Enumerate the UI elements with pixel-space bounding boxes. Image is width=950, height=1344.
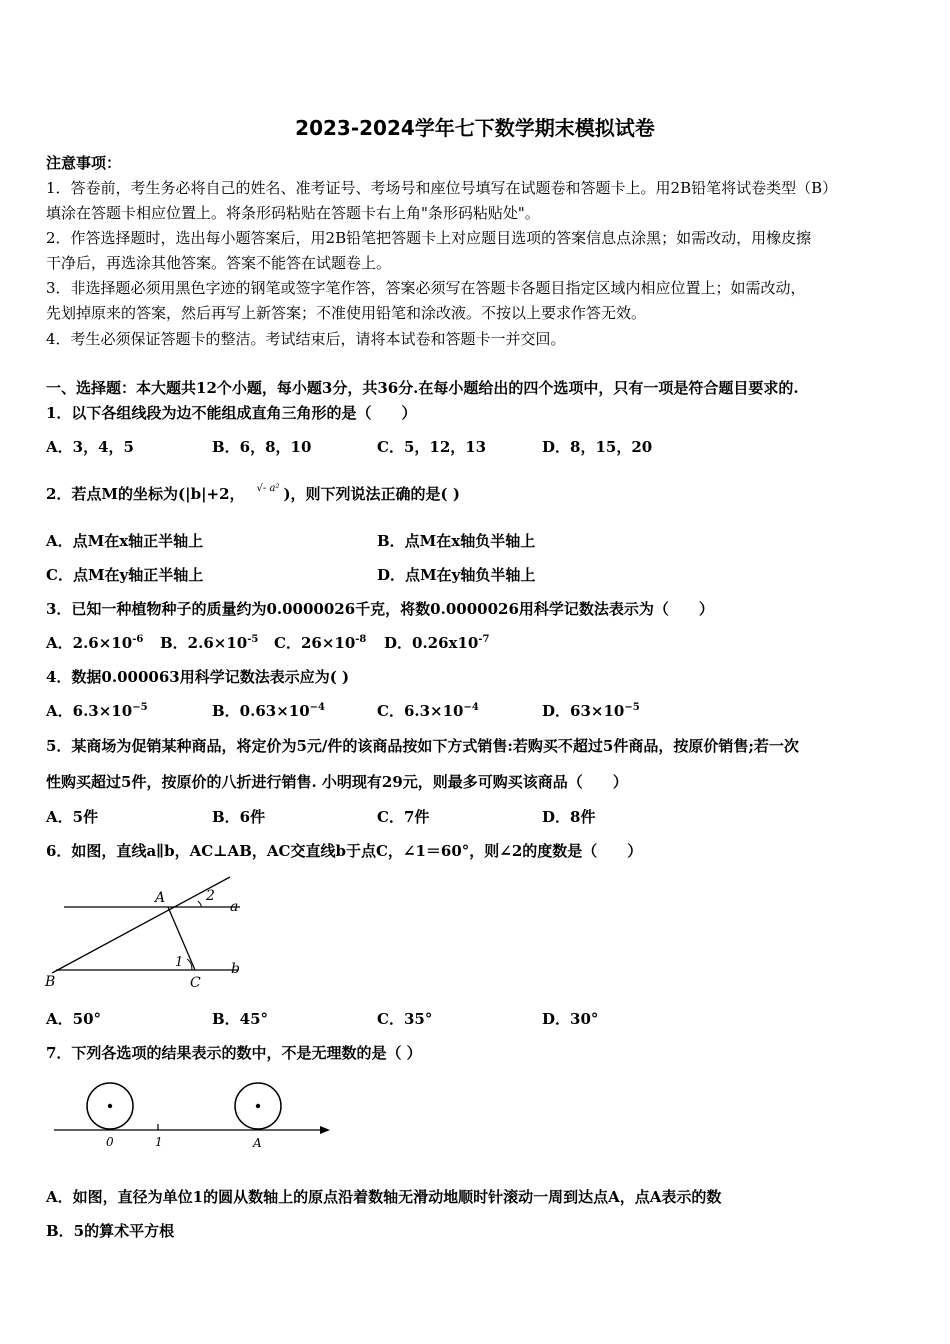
notice-line: 4．考生必须保证答题卡的整洁。考试结束后，请将本试卷和答题卡一并交回。 bbox=[46, 330, 566, 348]
q6-label-C: C bbox=[190, 975, 201, 991]
q1-option-d: D．8，15，20 bbox=[542, 438, 653, 456]
q6-label-a: a bbox=[230, 899, 239, 915]
q7-label-A: A bbox=[253, 1136, 262, 1150]
q4-option-c: C．$6.3\times 10^{-4}$ bbox=[377, 702, 479, 720]
q7-label-0: 0 bbox=[106, 1135, 114, 1149]
notice-line: 先划掉原来的答案，然后再写上新答案；不准使用铅笔和涂改液。不按以上要求作答无效。 bbox=[46, 304, 647, 322]
page-title: 2023-2024学年七下数学期末模拟试卷 bbox=[295, 116, 655, 140]
section-heading: 一、选择题：本大题共12个小题，每小题3分，共36分.在每小题给出的四个选项中，只有一项是符合题目要求的. bbox=[46, 379, 799, 397]
q6-label-angle2: 2 bbox=[206, 888, 215, 904]
q6-parallel-lines-figure bbox=[40, 870, 270, 995]
q6-label-B: B bbox=[45, 974, 56, 990]
q6-label-A: A bbox=[155, 890, 166, 906]
q2-option-d: D．点M在y轴负半轴上 bbox=[377, 566, 536, 584]
q2-option-c: C．点M在y轴正半轴上 bbox=[46, 566, 204, 584]
q2-sqrt-expression: √- a² bbox=[256, 483, 280, 494]
q6-label-b: b bbox=[231, 961, 240, 977]
q1-option-c: C．5，12，13 bbox=[377, 438, 487, 456]
notice-line: 填涂在答题卡相应位置上。将条形码粘贴在答题卡右上角"条形码粘贴处"。 bbox=[46, 204, 540, 222]
notice-line: 2．作答选择题时，选出每小题答案后，用2B铅笔把答题卡上对应题目选项的答案信息点涂黑；如需改动，用橡皮擦 bbox=[46, 229, 812, 247]
q2-stem-end: )，则下列说法正确的是( ) bbox=[283, 485, 460, 503]
q3-option-d: D．$0.26x10^{-7}$ bbox=[384, 634, 490, 652]
q6-option-a: A．50° bbox=[46, 1010, 102, 1028]
question-1-stem: 1．以下各组线段为边不能组成直角三角形的是（ ） bbox=[46, 404, 417, 422]
q7-option-b: B．5的算术平方根 bbox=[46, 1222, 175, 1240]
q6-option-b: B．45° bbox=[212, 1010, 269, 1028]
q4-option-b: B．$0.63\times 10^{-4}$ bbox=[212, 702, 325, 720]
question-6-stem: 6．如图，直线a∥b，AC⊥AB，AC交直线b于点C，∠1＝60°，则∠2的度数是（ ） bbox=[46, 842, 643, 860]
q7-number-line-figure bbox=[50, 1075, 340, 1155]
q3-option-c: C．$26\times 10^{-8}$ bbox=[274, 634, 367, 652]
q1-option-b: B．6，8，10 bbox=[212, 438, 312, 456]
q2-stem-start: 2．若点M的坐标为(|b|+2， bbox=[46, 485, 245, 503]
question-2-stem bbox=[46, 483, 460, 504]
q2-option-b: B．点M在x轴负半轴上 bbox=[377, 532, 536, 550]
q6-label-angle1: 1 bbox=[175, 955, 184, 970]
q1-option-a: A．3，4，5 bbox=[46, 438, 134, 456]
q5-option-b: B．6件 bbox=[212, 808, 266, 826]
notice-line: 3．非选择题必须用黑色字迹的钢笔或签字笔作答，答案必须写在答题卡各题目指定区域内相应位置上；如需改动， bbox=[46, 279, 806, 297]
q5-option-c: C．7件 bbox=[377, 808, 430, 826]
question-4-stem: 4．数据0.000063用科学记数法表示应为( ) bbox=[46, 668, 350, 686]
q7-label-1: 1 bbox=[155, 1135, 163, 1149]
notice-heading: 注意事项： bbox=[46, 154, 122, 172]
q3-option-a: A．$2.6\times 10^{-6}$ bbox=[46, 634, 144, 652]
q4-option-a: A．$6.3\times 10^{-5}$ bbox=[46, 702, 148, 720]
notice-line: 干净后，再选涂其他答案。答案不能答在试题卷上。 bbox=[46, 254, 392, 272]
question-5-stem-line1: 5．某商场为促销某种商品，将定价为5元/件的该商品按如下方式销售:若购买不超过5件商品，按原价销售;若一次 bbox=[46, 737, 799, 755]
q6-option-c: C．35° bbox=[377, 1010, 433, 1028]
question-7-stem: 7．下列各选项的结果表示的数中，不是无理数的是（ ） bbox=[46, 1044, 422, 1062]
question-3-stem: 3．已知一种植物种子的质量约为0.0000026千克，将数0.0000026用科学记数法表示为（ ） bbox=[46, 600, 714, 618]
q4-option-d: D．$63\times 10^{-5}$ bbox=[542, 702, 640, 720]
question-5-stem-line2: 性购买超过5件，按原价的八折进行销售. 小明现有29元，则最多可购买该商品（ ） bbox=[46, 773, 628, 791]
q2-option-a: A．点M在x轴正半轴上 bbox=[46, 532, 204, 550]
notice-line: 1．答卷前，考生务必将自己的姓名、准考证号、考场号和座位号填写在试题卷和答题卡上。用2B铅笔将试卷类型（B） bbox=[46, 179, 838, 197]
q5-option-a: A．5件 bbox=[46, 808, 99, 826]
q7-option-a: A．如图，直径为单位1的圆从数轴上的原点沿着数轴无滑动地顺时针滚动一周到达点A，点A表示的数 bbox=[46, 1188, 722, 1206]
q6-option-d: D．30° bbox=[542, 1010, 599, 1028]
q5-option-d: D．8件 bbox=[542, 808, 596, 826]
q3-option-b: B．$2.6\times 10^{-5}$ bbox=[160, 634, 259, 652]
